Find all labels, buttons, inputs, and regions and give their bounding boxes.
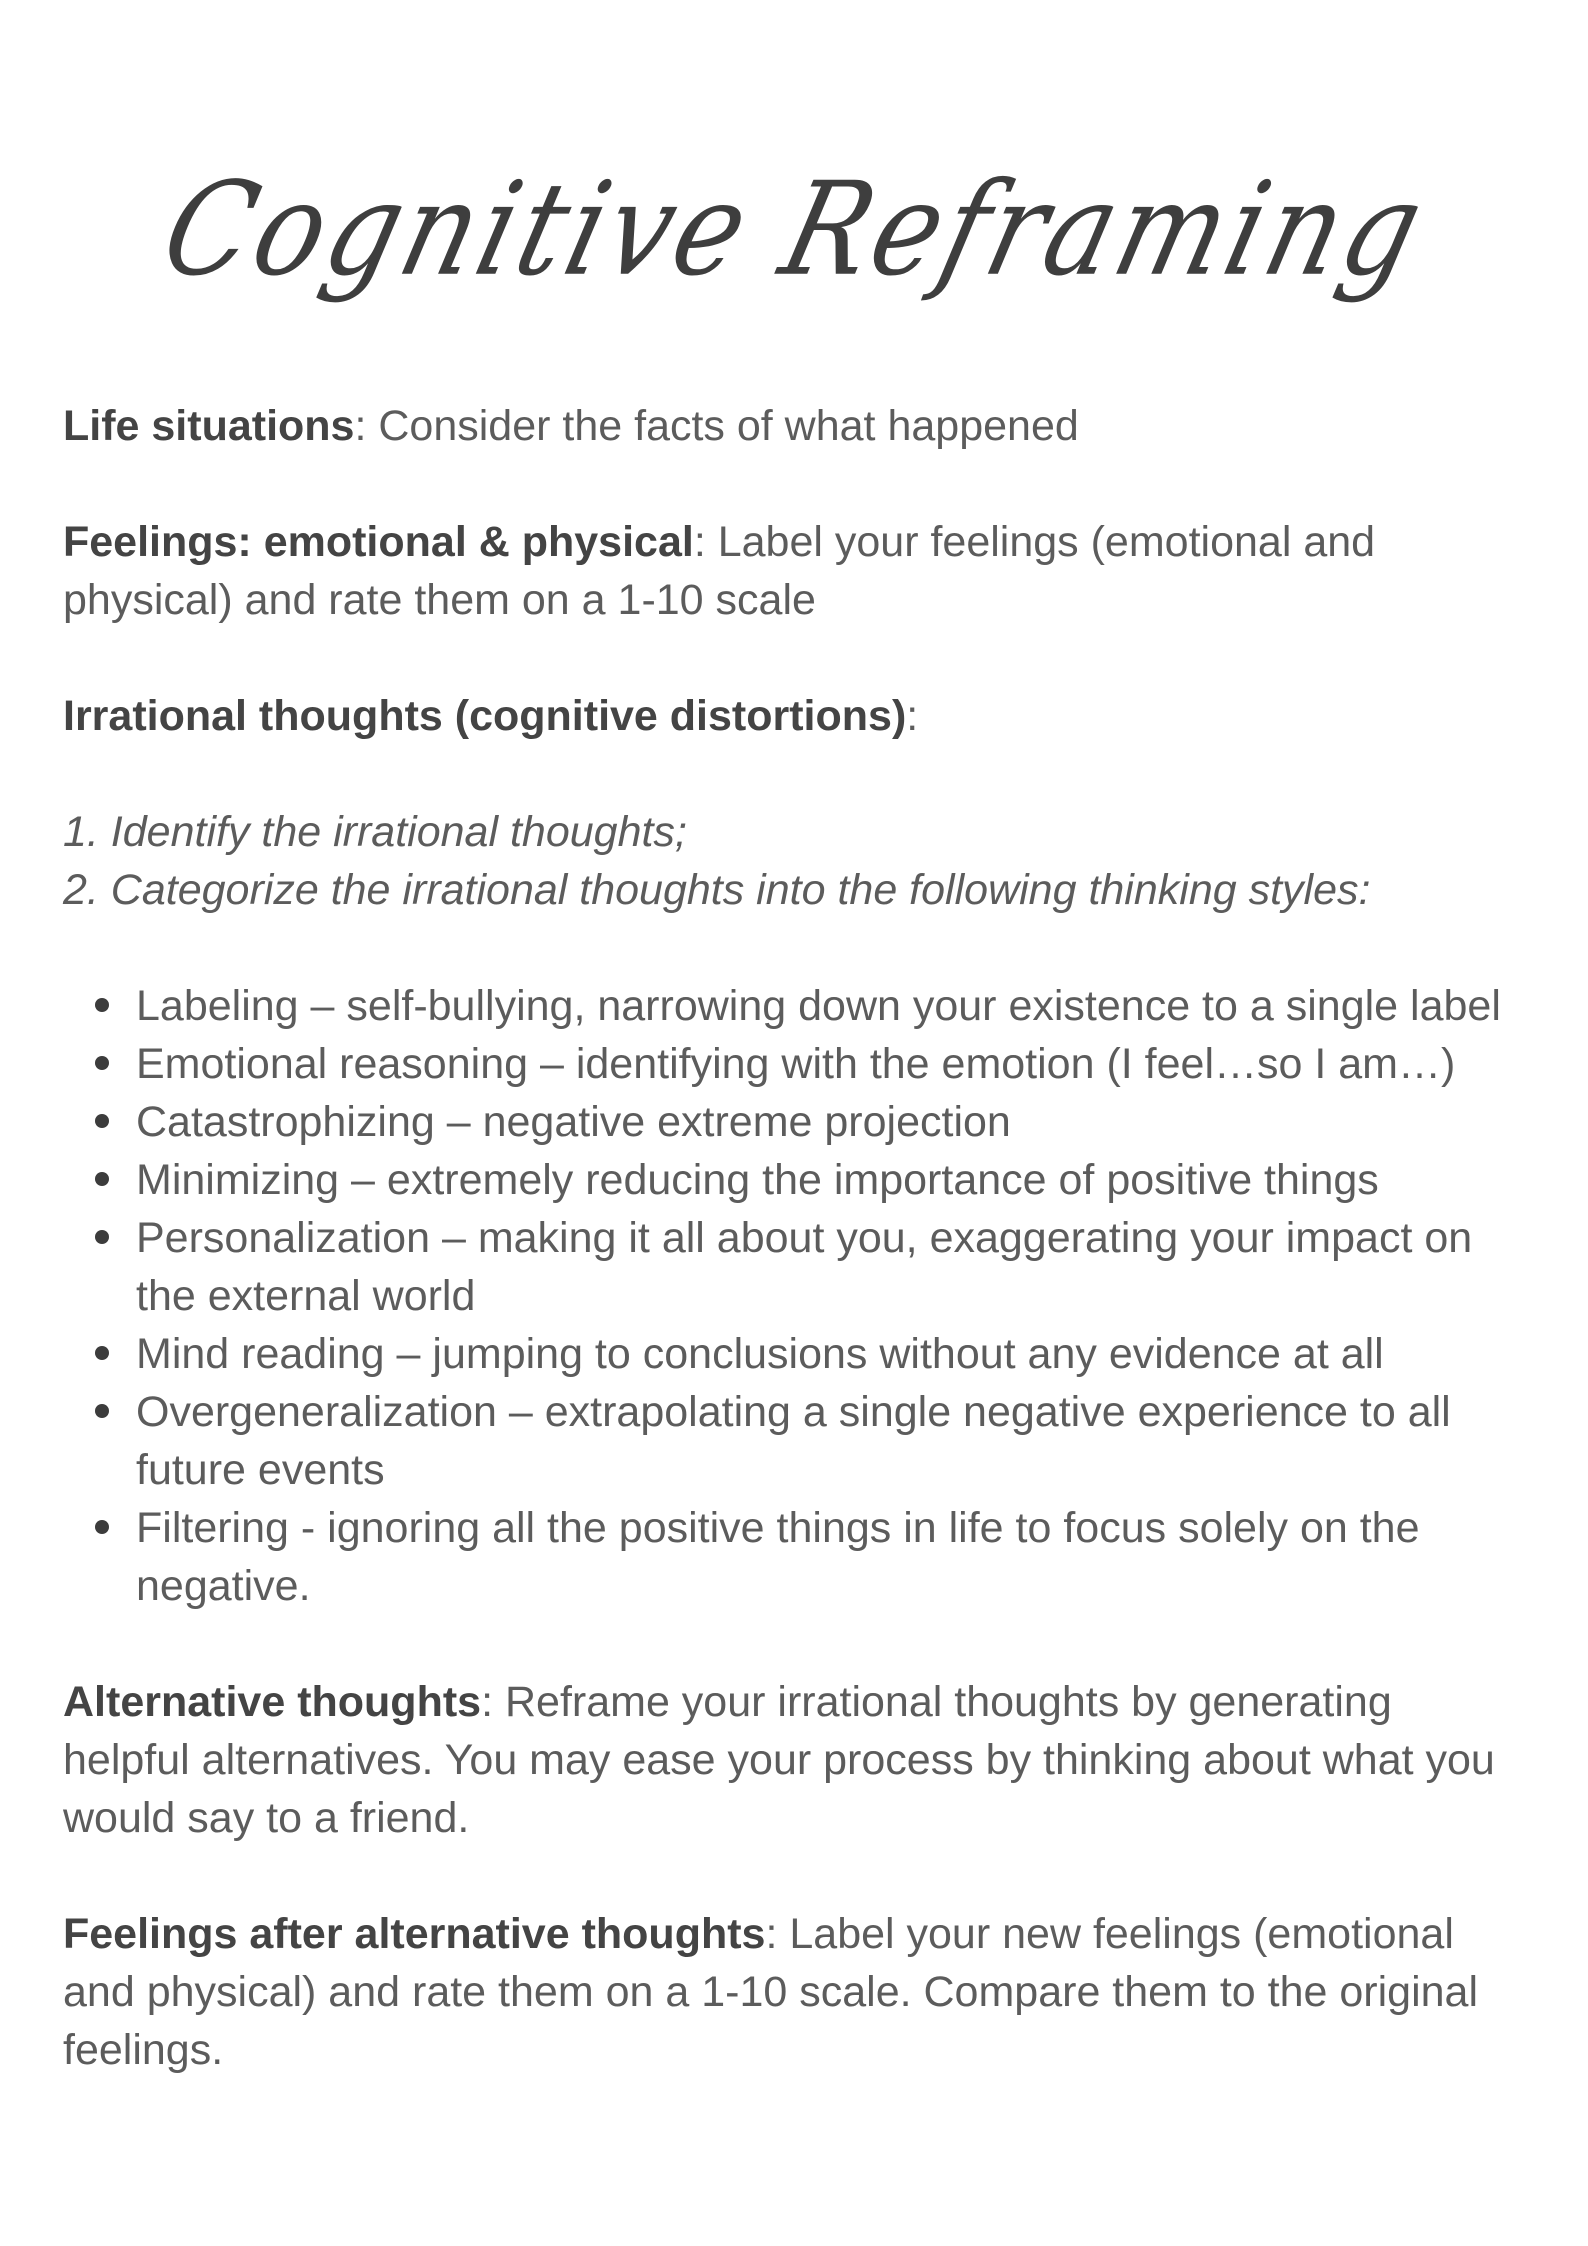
feelings-after-label: Feelings after alternative thoughts: [63, 1910, 766, 1958]
spacer: [63, 1847, 1523, 1905]
feelings-after-text: : Label your new feelings (emotional and physical) and rate them on a 1-10 scale. Compare them to the original feelings.: [63, 1910, 1479, 2074]
list-item: [136, 1151, 1523, 1209]
list-item: [136, 1499, 1523, 1615]
thinking-styles-list: [63, 977, 1523, 1615]
list-item-text: Minimizing – extremely reducing the importance of positive things: [136, 1156, 1379, 1204]
feelings-text: : Label your feelings (emotional and physical) and rate them on a 1-10 scale: [63, 518, 1376, 624]
feelings-after-section: [63, 1905, 1523, 2079]
page-title: Cognitive Reframing: [148, 155, 1440, 305]
irrational-thoughts-label: Irrational thoughts (cognitive distortions): [63, 692, 907, 740]
bullet-icon: [95, 1114, 109, 1128]
spacer: [63, 745, 1523, 803]
life-situations-label: Life situations: [63, 402, 355, 450]
list-item-text: Mind reading – jumping to conclusions without any evidence at all: [136, 1330, 1384, 1378]
spacer: [63, 455, 1523, 513]
list-item-text: Filtering - ignoring all the positive things in life to focus solely on the negative.: [136, 1504, 1420, 1610]
bullet-icon: [95, 1404, 109, 1418]
list-item: [136, 1209, 1523, 1325]
list-item: [136, 1035, 1523, 1093]
bullet-icon: [95, 1172, 109, 1186]
bullet-icon: [95, 998, 109, 1012]
irrational-thoughts-text: :: [906, 692, 919, 740]
bullet-icon: [95, 1230, 109, 1244]
title-area: [0, 130, 1588, 370]
bullet-icon: [95, 1346, 109, 1360]
alternative-thoughts-text: : Reframe your irrational thoughts by generating helpful alternatives. You may ease your process by thinking about what you would say to a friend.: [63, 1678, 1495, 1842]
list-item: [136, 1383, 1523, 1499]
worksheet-content: [63, 397, 1523, 2079]
life-situations-section: [63, 397, 1523, 455]
list-item-text: Emotional reasoning – identifying with the emotion (I feel…so I am…): [136, 1040, 1456, 1088]
list-item-text: Personalization – making it all about you, exaggerating your impact on the external world: [136, 1214, 1473, 1320]
list-item-text: Catastrophizing – negative extreme projection: [136, 1098, 1011, 1146]
life-situations-text: : Consider the facts of what happened: [354, 402, 1079, 450]
bullet-icon: [95, 1520, 109, 1534]
list-item: [136, 1093, 1523, 1151]
bullet-icon: [95, 1056, 109, 1070]
alternative-thoughts-section: [63, 1673, 1523, 1847]
alternative-thoughts-label: Alternative thoughts: [63, 1678, 482, 1726]
step-identify: 1. Identify the irrational thoughts;: [63, 808, 687, 856]
feelings-label: Feelings: emotional & physical: [63, 518, 694, 566]
step-categorize: 2. Categorize the irrational thoughts into the following thinking styles:: [63, 866, 1371, 914]
list-item: [136, 977, 1523, 1035]
list-item: [136, 1325, 1523, 1383]
spacer: [63, 1615, 1523, 1673]
spacer: [63, 629, 1523, 687]
irrational-thoughts-section: [63, 687, 1523, 745]
list-item-text: Overgeneralization – extrapolating a single negative experience to all future events: [136, 1388, 1451, 1494]
list-item-text: Labeling – self-bullying, narrowing down your existence to a single label: [136, 982, 1501, 1030]
feelings-section: [63, 513, 1523, 629]
spacer: [63, 919, 1523, 977]
